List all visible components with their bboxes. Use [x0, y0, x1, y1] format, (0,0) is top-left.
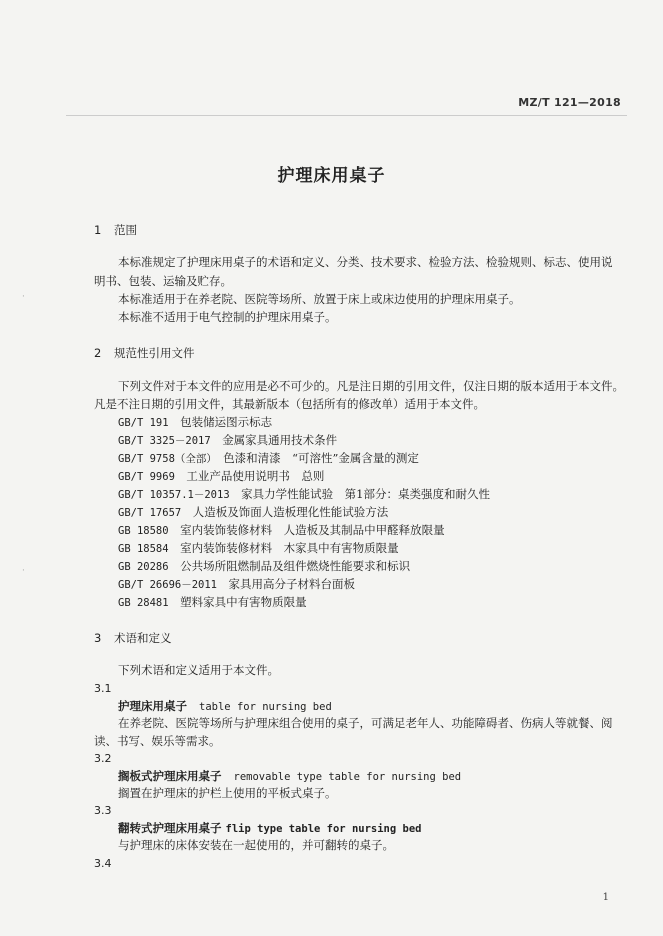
- scope-para1-line2: 明书、包装、运输及贮存。: [94, 274, 232, 288]
- reference-code: GB 18580: [118, 525, 169, 537]
- reference-code: GB/T 9969: [118, 471, 175, 483]
- reference-code: GB 20286: [118, 561, 169, 573]
- reference-item: [118, 487, 490, 502]
- reference-title: 人造板及饰面人造板理化性能试验方法: [192, 505, 389, 519]
- header-rule: [66, 115, 627, 116]
- term-zh: 搁板式护理床用桌子: [118, 769, 222, 783]
- standard-code: MZ/T 121—2018: [518, 96, 621, 109]
- term-zh: 护理床用桌子: [118, 699, 187, 713]
- reference-code: GB/T 3325－2017: [118, 435, 211, 447]
- scope-para1-line1: 本标准规定了护理床用桌子的术语和定义、分类、技术要求、检验方法、检验规则、标志、使用说: [118, 255, 613, 269]
- section-title: 范围: [114, 223, 137, 237]
- reference-title: 包装储运图示标志: [180, 415, 273, 429]
- reference-code: GB 18584: [118, 543, 169, 555]
- reference-code: GB/T 26696－2011: [118, 579, 218, 591]
- section-number: 2: [94, 346, 102, 360]
- reference-item: [118, 451, 419, 466]
- term-en: flip type table for nursing bed: [225, 823, 422, 835]
- term-heading: [118, 821, 421, 836]
- term-number: 3.1: [94, 682, 112, 695]
- page-number: 1: [602, 892, 609, 903]
- term-number: 3.3: [94, 804, 112, 817]
- reference-title: 家具力学性能试验 第1部分：桌类强度和耐久性: [241, 487, 490, 501]
- reference-title: 色漆和清漆 “可溶性”金属含量的测定: [223, 451, 419, 465]
- refs-intro-line2: 凡是不注日期的引用文件，其最新版本（包括所有的修改单）适用于本文件。: [94, 397, 485, 411]
- reference-item: [118, 523, 445, 538]
- reference-code: GB/T 10357.1－2013: [118, 489, 230, 501]
- reference-code: GB/T 17657: [118, 507, 182, 519]
- scope-para2: 本标准适用于在养老院、医院等场所、放置于床上或床边使用的护理床用桌子。: [118, 292, 521, 306]
- document-title: 护理床用桌子: [277, 166, 386, 186]
- reference-code: GB/T 191: [118, 417, 169, 429]
- reference-title: 公共场所阻燃制品及组件燃烧性能要求和标识: [180, 559, 411, 573]
- reference-title: 金属家具通用技术条件: [222, 433, 338, 447]
- reference-item: [118, 595, 307, 610]
- terms-intro: 下列术语和定义适用于本文件。: [118, 663, 279, 677]
- term-number: 3.2: [94, 752, 112, 765]
- term-en: removable type table for nursing bed: [233, 771, 462, 783]
- term-zh: 翻转式护理床用桌子: [118, 821, 222, 835]
- scan-mark: ·: [22, 292, 25, 302]
- reference-title: 工业产品使用说明书 总则: [186, 469, 325, 483]
- reference-code: GB 28481: [118, 597, 169, 609]
- section-title: 规范性引用文件: [114, 346, 195, 360]
- section-number: 3: [94, 631, 102, 645]
- section-number: 1: [94, 223, 102, 237]
- term-heading: [118, 769, 461, 784]
- scan-mark: ·: [22, 566, 25, 576]
- reference-title: 室内装饰装修材料 人造板及其制品中甲醛释放限量: [180, 523, 445, 537]
- term-definition-line1: 在养老院、医院等场所与护理床组合使用的桌子，可满足老年人、功能障碍者、伤病人等就餐、阅: [118, 716, 613, 730]
- section-1-heading: [94, 223, 137, 237]
- term-number: 3.4: [94, 857, 112, 870]
- reference-item: [118, 433, 337, 448]
- reference-title: 家具用高分子材料台面板: [228, 577, 356, 591]
- term-definition-line2: 读、书写、娱乐等需求。: [94, 734, 221, 748]
- reference-item: [118, 541, 399, 556]
- term-definition-line1: 与护理床的床体安装在一起使用的，并可翻转的桌子。: [118, 838, 394, 852]
- term-heading: [118, 699, 332, 714]
- reference-title: 室内装饰装修材料 木家具中有害物质限量: [180, 541, 399, 555]
- reference-item: [118, 469, 324, 484]
- reference-title: 塑料家具中有害物质限量: [180, 595, 307, 609]
- section-3-heading: [94, 631, 172, 645]
- reference-item: [118, 559, 410, 574]
- section-2-heading: [94, 346, 195, 360]
- reference-code: GB/T 9758（全部）: [118, 453, 212, 465]
- section-title: 术语和定义: [114, 631, 172, 645]
- term-en: table for nursing bed: [199, 701, 332, 713]
- reference-item: [118, 415, 272, 430]
- reference-item: [118, 505, 388, 520]
- refs-intro-line1: 下列文件对于本文件的应用是必不可少的。凡是注日期的引用文件，仅注日期的版本适用于本文件。: [118, 379, 624, 393]
- term-definition-line1: 搁置在护理床的护栏上使用的平板式桌子。: [118, 786, 337, 800]
- scope-para3: 本标准不适用于电气控制的护理床用桌子。: [118, 310, 337, 324]
- reference-item: [118, 577, 355, 592]
